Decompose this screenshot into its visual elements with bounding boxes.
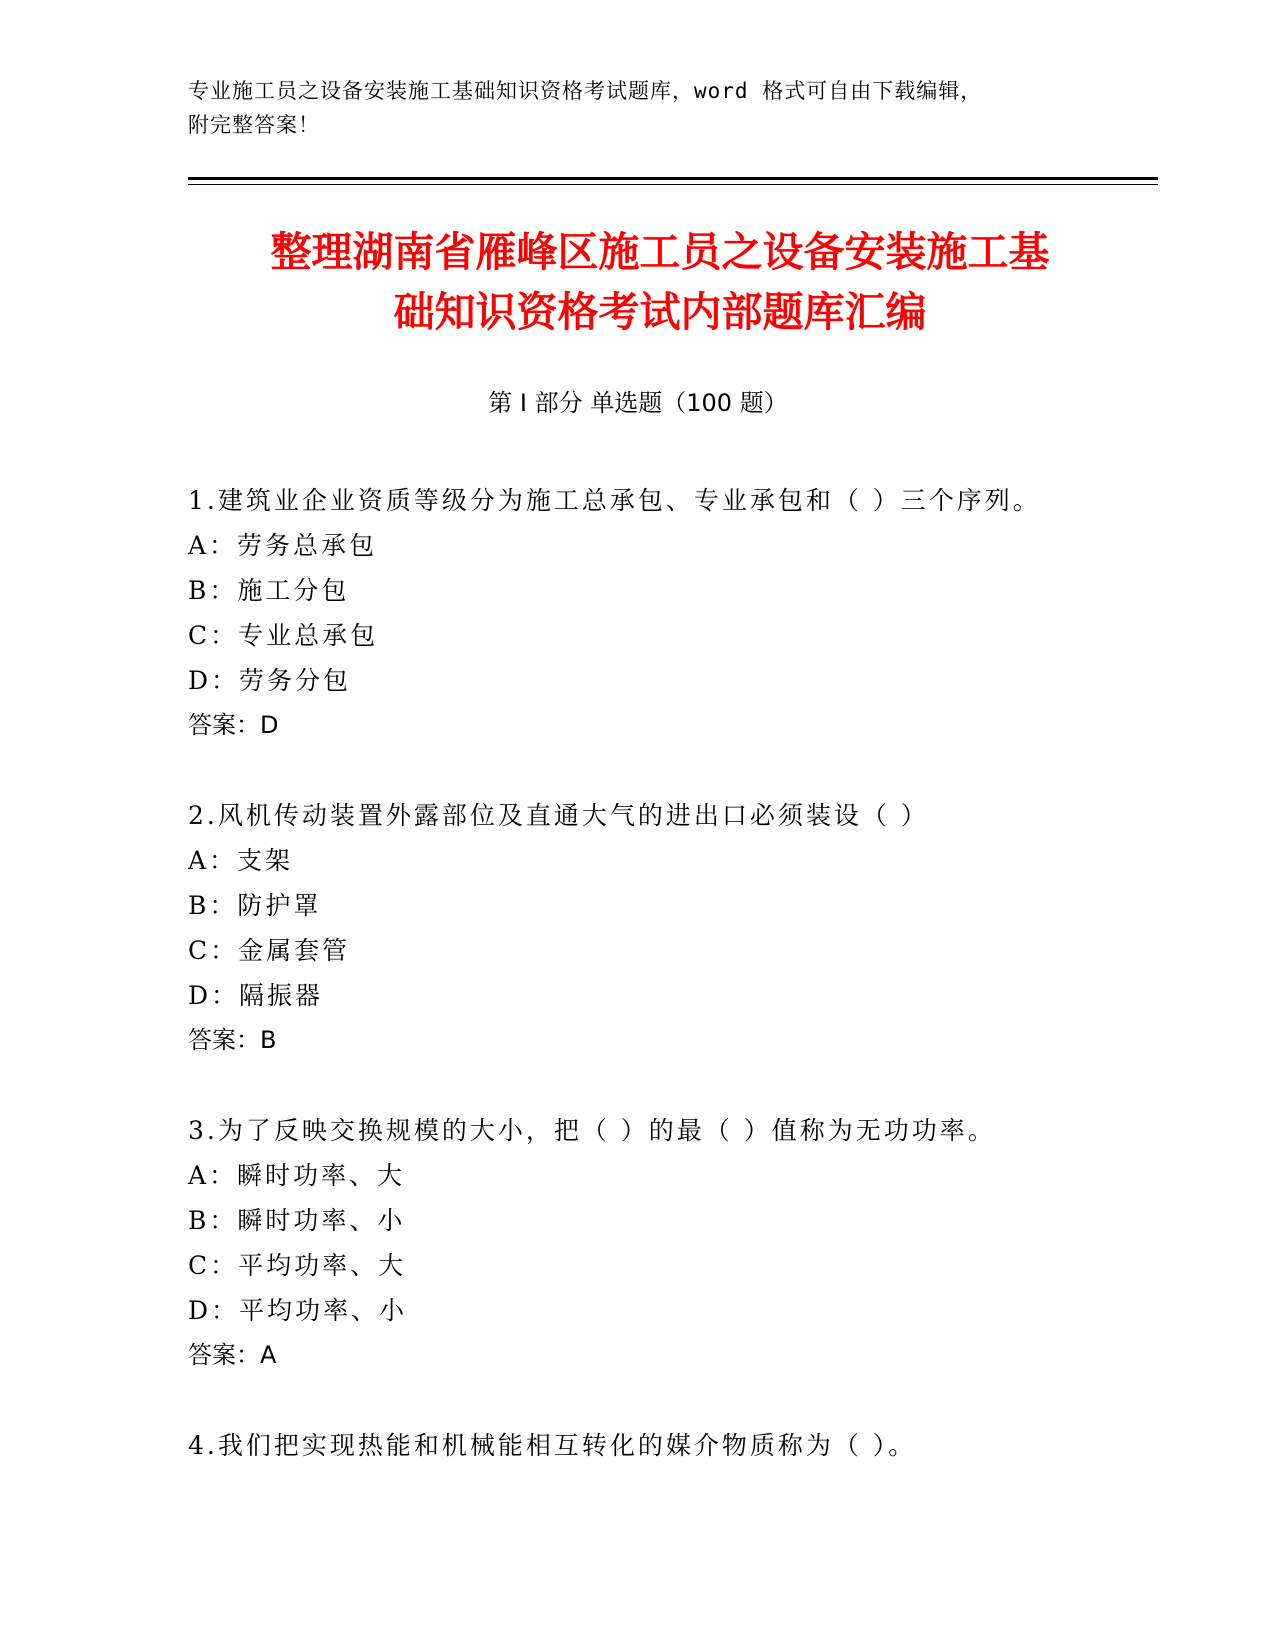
question-3 xyxy=(188,1108,1148,1378)
answer: 答案：B xyxy=(188,1026,277,1054)
option-d: D：平均功率、小 xyxy=(188,1296,408,1325)
header-divider-thin xyxy=(188,184,1158,185)
question-stem: 2.风机传动装置外露部位及直通大气的进出口必须装设（ ） xyxy=(188,801,929,830)
option-d: D：劳务分包 xyxy=(188,666,352,695)
option-a: A：瞬时功率、大 xyxy=(188,1161,406,1190)
option-a: A：支架 xyxy=(188,846,294,875)
question-spacer xyxy=(188,748,1148,793)
question-stem: 3.为了反映交换规模的大小，把（ ）的最（ ）值称为无功功率。 xyxy=(188,1116,996,1145)
option-c: C：专业总承包 xyxy=(188,621,379,650)
option-b: B：施工分包 xyxy=(188,576,350,605)
header-note-line-1: 专业施工员之设备安装施工基础知识资格考试题库，word 格式可自由下载编辑， xyxy=(188,79,983,103)
option-d: D：隔振器 xyxy=(188,981,324,1010)
header-note-line-2: 附完整答案！ xyxy=(188,113,320,137)
question-1 xyxy=(188,478,1148,748)
option-a: A：劳务总承包 xyxy=(188,531,378,560)
section-heading: 第 I 部分 单选题（100 题） xyxy=(488,389,788,417)
question-stem: 1.建筑业企业资质等级分为施工总承包、专业承包和（ ）三个序列。 xyxy=(188,486,1041,515)
option-b: B：防护罩 xyxy=(188,891,322,920)
option-b: B：瞬时功率、小 xyxy=(188,1206,406,1235)
question-spacer xyxy=(188,1378,1148,1423)
answer: 答案：A xyxy=(188,1341,277,1369)
question-4 xyxy=(188,1423,1148,1468)
header-note xyxy=(188,74,1088,142)
option-c: C：金属套管 xyxy=(188,936,351,965)
answer: 答案：D xyxy=(188,711,279,739)
header-divider-thick xyxy=(188,177,1158,180)
document-title xyxy=(160,222,1160,342)
question-list xyxy=(188,478,1148,1468)
question-spacer xyxy=(188,1063,1148,1108)
option-c: C：平均功率、大 xyxy=(188,1251,407,1280)
document-title-line-2: 础知识资格考试内部题库汇编 xyxy=(393,288,927,336)
question-2 xyxy=(188,793,1148,1063)
question-stem: 4.我们把实现热能和机械能相互转化的媒介物质称为（ ）。 xyxy=(188,1431,917,1460)
document-title-line-1: 整理湖南省雁峰区施工员之设备安装施工基 xyxy=(270,228,1050,276)
